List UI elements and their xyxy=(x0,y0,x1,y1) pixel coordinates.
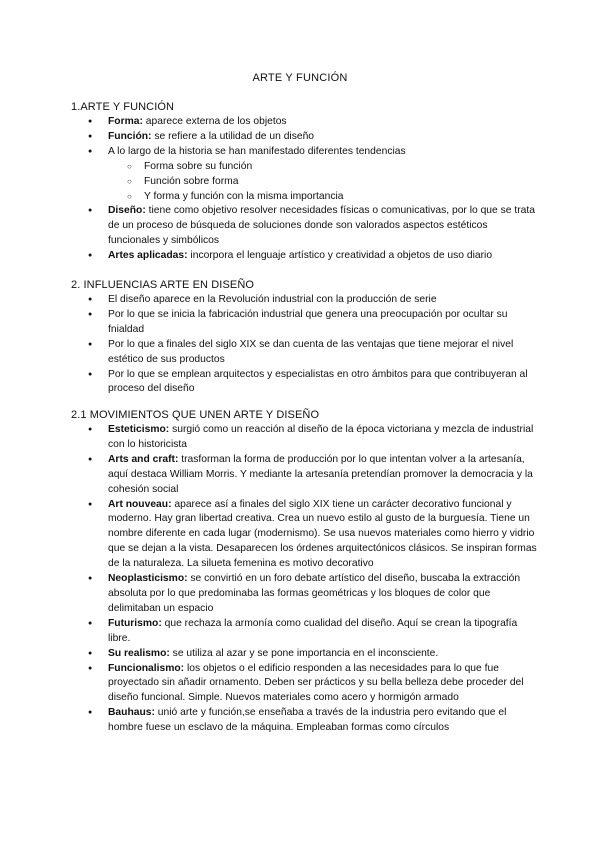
sub-bullet-list xyxy=(108,160,541,205)
sub-list-item: ○ Y forma y función con la misma importancia xyxy=(108,190,541,205)
list-item: ● Bauhaus: unió arte y función,se enseñaba a través de la industria pero evitando que el hombre fuese un esclavo de la máquina. Empleaban formas como círculos xyxy=(71,706,541,736)
list-item: ● El diseño aparece en la Revolución industrial con la producción de serie xyxy=(71,293,541,308)
section-heading: 2.1 MOVIMIENTOS QUE UNEN ARTE Y DISEÑO xyxy=(71,409,320,421)
list-item: ● Futurismo: que rechaza la armonía como cualidad del diseño. Aquí se crean la tipografía libre. xyxy=(71,617,541,647)
list-item: ● Por lo que a finales del siglo XIX se dan cuenta de las ventajas que tiene mejorar el nivel estético de sus productos xyxy=(71,338,541,368)
section-arte-y-funcion xyxy=(71,100,541,264)
list-item: ● A lo largo de la historia se han manifestado diferentes tendencias ○ Forma sobre su función ○ Función sobre forma ○ Y forma y función con la misma importancia xyxy=(71,145,541,205)
section-heading: 1.ARTE Y FUNCIÓN xyxy=(71,101,175,113)
list-item: ● Por lo que se inicia la fabricación industrial que genera una preocupación por ocultar su fnialdad xyxy=(71,308,541,338)
list-item: ● Art nouveau: aparece así a finales del siglo XIX tiene un carácter decorativo funcional y moderno. Hay gran libertad creativa. Crea un nuevo estilo al gusto de la burguesía. Tiene un nombre diferente en cada lugar (modernismo). Se usa nuevos materiales como hierro y vidrio que se dejan a la vista. Desaparecen los órdenes arquitectónicos clásicos. Se inspiran formas de la naturaleza. La silueta femenina es motivo decorativo xyxy=(71,498,541,573)
section-movimientos xyxy=(71,408,541,736)
list-item: ● Esteticismo: surgió como un reacción al diseño de la época victoriana y mezcla de industrial con lo historicista xyxy=(71,423,541,453)
section-influencias xyxy=(71,278,541,397)
bullet-list xyxy=(71,423,541,736)
list-item: ● Forma: aparece externa de los objetos xyxy=(71,115,541,130)
list-item: ● Arts and craft: trasforman la forma de producción por lo que intentan volver a la artesanía, aquí destaca William Morris. Y mediante la artesanía pretendían promover la democracia y la cohesión social xyxy=(71,453,541,498)
sub-list-item: ○ Función sobre forma xyxy=(108,175,541,190)
section-heading: 2. INFLUENCIAS ARTE EN DISEÑO xyxy=(71,279,255,291)
document-title: ARTE Y FUNCIÓN xyxy=(252,72,348,84)
list-item: ● Funcionalismo: los objetos o el edificio responden a las necesidades para lo que fue proyectado sin añadir ornamento. Deben ser prácticos y su bella belleza debe proceder del diseño funcional. Simple. Nuevos materiales como acero y hormigón armado xyxy=(71,662,541,707)
sub-list-item: ○ Forma sobre su función xyxy=(108,160,541,175)
list-item: ● Artes aplicadas: incorpora el lenguaje artístico y creatividad a objetos de uso diario xyxy=(71,249,541,264)
list-item: ● Diseño: tiene como objetivo resolver necesidades físicas o comunicativas, por lo que se trata de un proceso de búsqueda de soluciones donde son valorados aspectos estéticos funcionales y simbólicos xyxy=(71,204,541,249)
list-item: ● Función: se refiere a la utilidad de un diseño xyxy=(71,130,541,145)
list-item: ● Por lo que se emplean arquitectos y especialistas en otro ámbitos para que contribuyeran al proceso del diseño xyxy=(71,368,541,398)
bullet-list xyxy=(71,293,541,397)
list-item: ● Neoplasticismo: se convirtió en un foro debate artístico del diseño, buscaba la extracción absoluta por lo que predominaba las formas geométricas y los bloques de color que delimitaban un espacio xyxy=(71,572,541,617)
list-item: ● Su realismo: se utiliza al azar y se pone importancia en el inconsciente. xyxy=(71,647,541,662)
bullet-list xyxy=(71,115,541,264)
